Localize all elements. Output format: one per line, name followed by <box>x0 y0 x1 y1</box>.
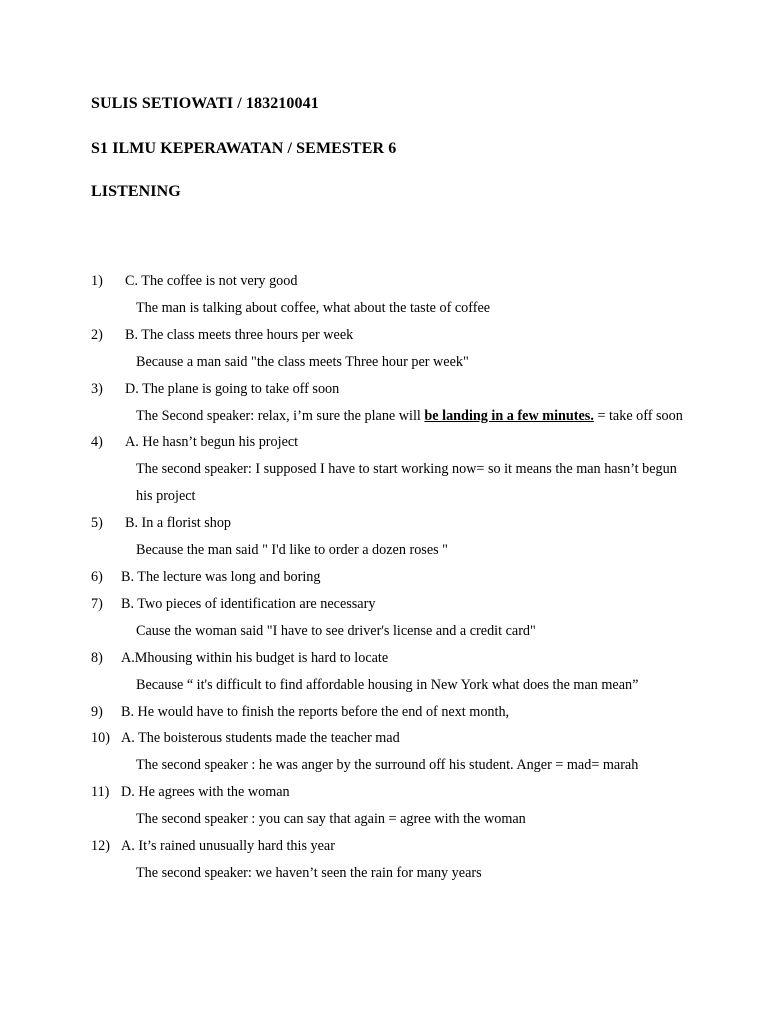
list-item <box>91 268 711 322</box>
underlined-emphasis: be landing in a few minutes. <box>424 407 594 424</box>
program-semester-heading: S1 ILMU KEPERAWATAN / SEMESTER 6 <box>91 140 397 157</box>
list-item <box>91 591 711 645</box>
list-item <box>91 376 711 430</box>
item-number: 10) <box>91 730 110 747</box>
item-explanation: Cause the woman said "I have to see driver's license and a credit card" <box>136 622 536 639</box>
student-name-heading: SULIS SETIOWATI / 183210041 <box>91 95 319 112</box>
item-explanation: The second speaker : he was anger by the surround off his student. Anger = mad= marah <box>136 757 639 774</box>
item-explanation: The second speaker: I supposed I have to start working now= so it means the man hasn’t begun his project <box>136 461 677 505</box>
item-answer: D. The plane is going to take off soon <box>125 380 340 397</box>
item-answer: A. He hasn’t begun his project <box>125 434 299 451</box>
item-answer: C. The coffee is not very good <box>125 273 298 289</box>
item-number: 8) <box>91 649 103 666</box>
item-number: 11) <box>91 784 110 801</box>
list-item <box>91 779 711 833</box>
item-answer: A. It’s rained unusually hard this year <box>121 838 335 855</box>
item-explanation: The man is talking about coffee, what about the taste of coffee <box>136 299 491 316</box>
list-item <box>91 564 711 591</box>
list-item <box>91 322 711 376</box>
item-number: 2) <box>91 326 103 343</box>
explanation-text: The Second speaker: relax, i’m sure the plane will <box>136 407 425 424</box>
item-explanation <box>91 403 696 430</box>
explanation-text: = take off soon <box>593 407 683 424</box>
list-item <box>91 510 711 564</box>
item-explanation: Because the man said " I'd like to order a dozen roses " <box>136 542 448 559</box>
answer-list <box>91 268 711 887</box>
item-number: 7) <box>91 595 103 612</box>
item-answer: A. The boisterous students made the teacher mad <box>121 730 400 747</box>
item-answer: B. The class meets three hours per week <box>125 326 354 343</box>
list-item <box>91 699 711 726</box>
item-answer: B. The lecture was long and boring <box>121 568 321 585</box>
item-number: 5) <box>91 515 103 532</box>
item-number: 4) <box>91 434 103 451</box>
item-number: 12) <box>91 838 110 855</box>
section-title: LISTENING <box>91 183 181 200</box>
item-number: 1) <box>91 273 103 289</box>
item-number: 6) <box>91 568 103 585</box>
list-item <box>91 645 711 699</box>
item-explanation: Because a man said "the class meets Three hour per week" <box>136 353 469 370</box>
item-answer: A.Mhousing within his budget is hard to locate <box>121 649 389 666</box>
item-number: 3) <box>91 380 103 397</box>
item-answer: B. He would have to finish the reports before the end of next month, <box>121 703 510 720</box>
item-answer: B. In a florist shop <box>125 515 232 532</box>
item-number: 9) <box>91 703 103 720</box>
list-item <box>91 833 711 887</box>
item-explanation: The second speaker: we haven’t seen the rain for many years <box>136 864 482 881</box>
list-item <box>91 725 711 779</box>
item-explanation: Because “ it's difficult to find affordable housing in New York what does the man mean” <box>136 676 639 693</box>
item-answer: D. He agrees with the woman <box>121 784 290 801</box>
item-answer: B. Two pieces of identification are necessary <box>121 595 376 612</box>
list-item <box>91 429 711 510</box>
item-explanation: The second speaker : you can say that again = agree with the woman <box>136 811 526 828</box>
